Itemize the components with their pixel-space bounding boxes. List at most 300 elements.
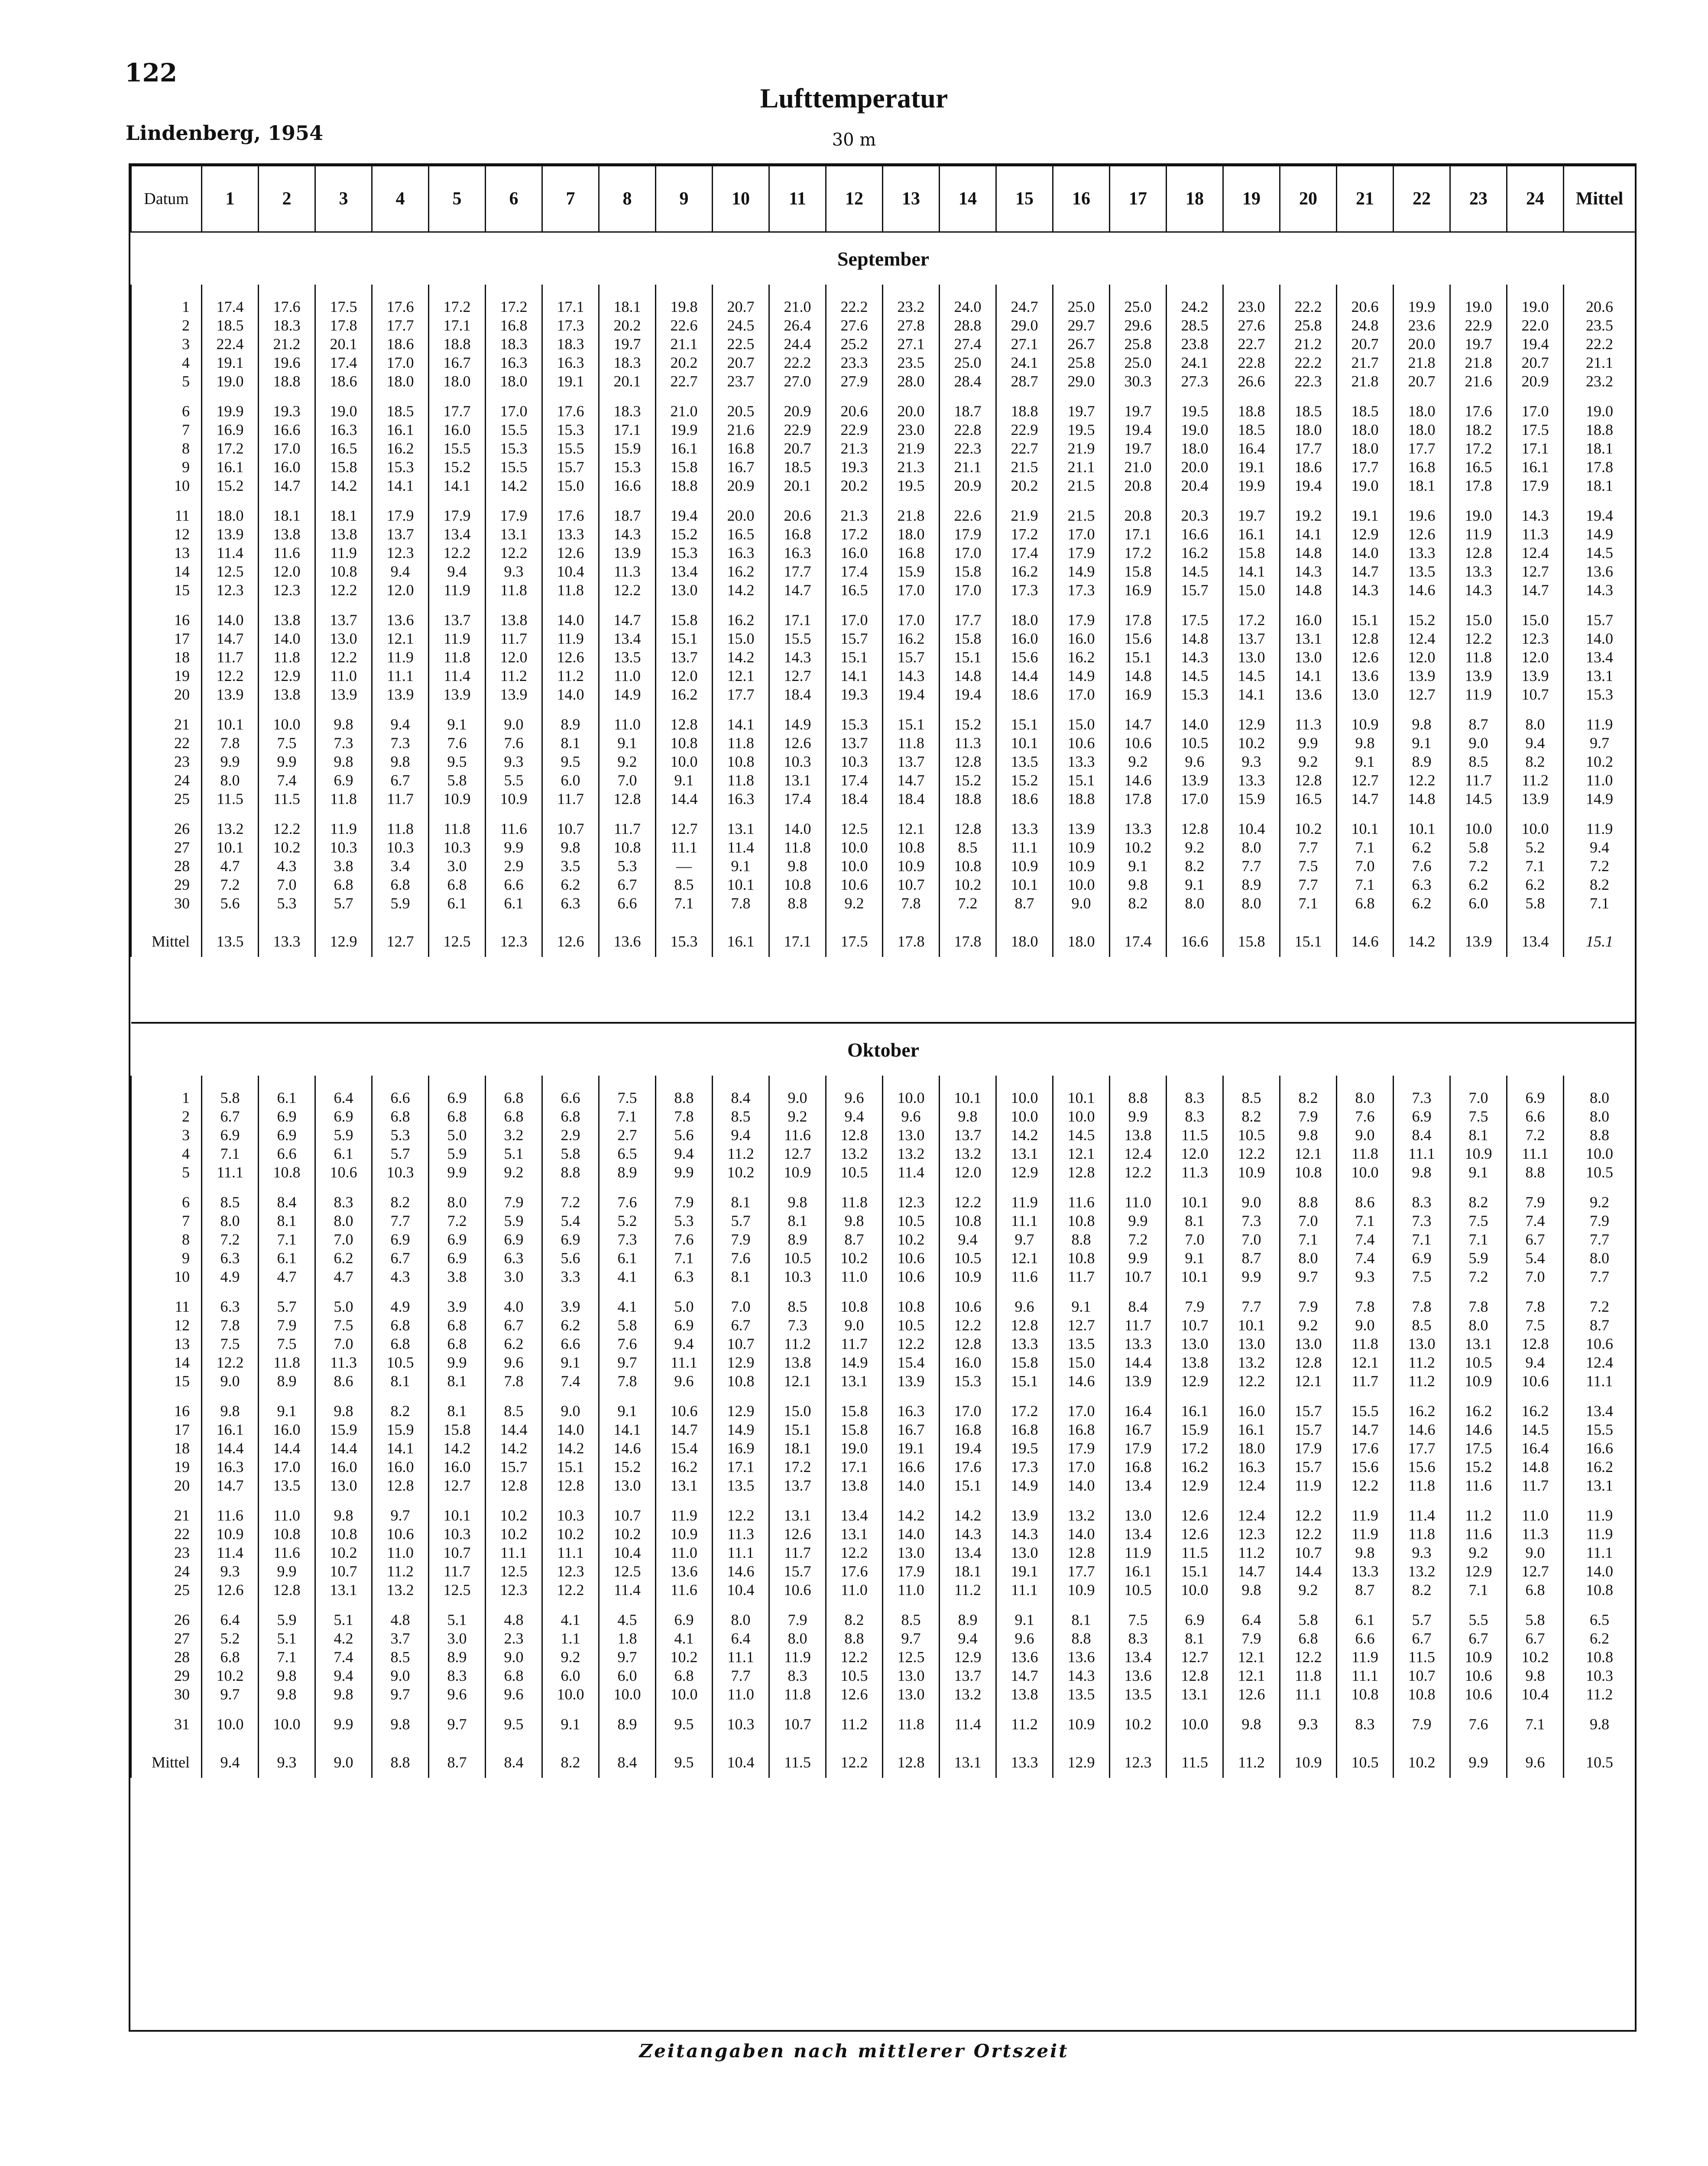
day-cell: 20 (131, 1476, 202, 1495)
value-cell: 9.8 (1394, 715, 1450, 734)
value-cell: 6.8 (429, 1335, 486, 1353)
value-cell: 17.0 (1053, 1458, 1110, 1476)
value-cell: 14.4 (486, 1420, 542, 1439)
value-cell: 14.3 (1053, 1667, 1110, 1685)
value-cell: 9.8 (1507, 1667, 1564, 1685)
value-cell: 10.8 (883, 838, 940, 857)
value-cell: 10.8 (883, 1297, 940, 1316)
value-cell: 21.1 (940, 458, 996, 477)
value-cell: 7.1 (259, 1230, 315, 1249)
value-cell: 12.9 (996, 1163, 1053, 1182)
daily-mean-cell: 20.6 (1564, 298, 1636, 316)
value-cell: 22.9 (1450, 316, 1507, 335)
value-cell: 10.7 (429, 1543, 486, 1562)
table-row (131, 525, 1636, 544)
value-cell: 9.0 (769, 1089, 826, 1107)
value-cell: 12.0 (1394, 648, 1450, 667)
value-cell: 10.8 (1337, 1685, 1394, 1704)
value-cell: 8.0 (1167, 894, 1223, 913)
value-cell: 8.5 (713, 1107, 769, 1126)
value-cell: 16.1 (202, 458, 259, 477)
mean-cell: 13.5 (202, 926, 259, 957)
value-cell: 13.5 (1053, 1335, 1110, 1353)
day-cell: 22 (131, 734, 202, 752)
value-cell: 8.6 (1337, 1193, 1394, 1212)
mean-cell: 16.1 (713, 926, 769, 957)
value-cell: 20.2 (656, 353, 713, 372)
value-cell: 3.2 (486, 1126, 542, 1145)
value-cell: 21.8 (1394, 353, 1450, 372)
value-cell: 22.2 (826, 298, 883, 316)
value-cell: 9.6 (1167, 752, 1223, 771)
value-cell: 14.8 (1394, 790, 1450, 808)
value-cell: 7.8 (713, 894, 769, 913)
table-row (131, 544, 1636, 562)
value-cell: 20.8 (1110, 477, 1167, 495)
value-cell: 15.9 (599, 439, 656, 458)
value-cell: 18.8 (429, 335, 486, 353)
value-cell: 16.1 (1507, 458, 1564, 477)
value-cell: 10.9 (940, 1268, 996, 1286)
mean-cell: 10.5 (1564, 1747, 1636, 1778)
value-cell: 9.0 (826, 1316, 883, 1335)
value-cell: 15.6 (1110, 629, 1167, 648)
value-cell: 12.2 (940, 1193, 996, 1212)
value-cell: 9.9 (656, 1163, 713, 1182)
day-cell: 13 (131, 1335, 202, 1353)
mean-cell: 9.5 (656, 1747, 713, 1778)
value-cell: 7.5 (315, 1316, 372, 1335)
value-cell: 14.7 (1337, 790, 1394, 808)
value-cell: 25.2 (826, 335, 883, 353)
value-cell: 7.2 (542, 1193, 599, 1212)
value-cell: 13.1 (826, 1525, 883, 1543)
value-cell: 12.3 (202, 581, 259, 600)
day-cell: 12 (131, 1316, 202, 1335)
value-cell: 23.2 (883, 298, 940, 316)
value-cell: 12.3 (372, 544, 429, 562)
mean-cell: 9.3 (259, 1747, 315, 1778)
table-row (131, 1562, 1636, 1581)
value-cell: 17.8 (1110, 790, 1167, 808)
value-cell: 16.4 (1507, 1439, 1564, 1458)
value-cell: 11.1 (713, 1648, 769, 1667)
table-row (131, 1212, 1636, 1230)
value-cell: 9.4 (940, 1629, 996, 1648)
value-cell: 16.7 (883, 1420, 940, 1439)
value-cell: 17.4 (202, 298, 259, 316)
value-cell: 6.9 (542, 1230, 599, 1249)
value-cell: 20.7 (713, 298, 769, 316)
value-cell: 15.3 (1167, 685, 1223, 704)
value-cell: 15.7 (486, 1458, 542, 1476)
column-header-hour: 11 (769, 166, 826, 232)
daily-mean-cell: 8.8 (1564, 1126, 1636, 1145)
value-cell: 7.8 (1337, 1297, 1394, 1316)
value-cell: 8.2 (1280, 1089, 1337, 1107)
value-cell: 9.3 (486, 752, 542, 771)
value-cell: 13.4 (599, 629, 656, 648)
value-cell: 18.3 (599, 353, 656, 372)
daily-mean-cell: 7.1 (1564, 894, 1636, 913)
value-cell: 11.2 (1394, 1372, 1450, 1391)
value-cell: 9.7 (1280, 1268, 1337, 1286)
value-cell: 8.7 (1337, 1581, 1394, 1599)
value-cell: 9.5 (656, 1715, 713, 1734)
value-cell: 12.8 (1167, 820, 1223, 838)
value-cell: 7.5 (202, 1335, 259, 1353)
value-cell: 8.1 (259, 1212, 315, 1230)
value-cell: 10.7 (883, 875, 940, 894)
day-cell: 18 (131, 1439, 202, 1458)
value-cell: 18.4 (769, 685, 826, 704)
value-cell: 13.8 (996, 1685, 1053, 1704)
mean-cell: 10.9 (1280, 1747, 1337, 1778)
value-cell: 14.4 (259, 1439, 315, 1458)
temperature-table (130, 165, 1636, 1778)
value-cell: 11.8 (1337, 1335, 1394, 1353)
value-cell: 10.5 (883, 1212, 940, 1230)
value-cell: 9.1 (1053, 1297, 1110, 1316)
value-cell: 7.9 (259, 1316, 315, 1335)
value-cell: 10.5 (372, 1353, 429, 1372)
value-cell: 10.2 (713, 1163, 769, 1182)
value-cell: 9.4 (826, 1107, 883, 1126)
value-cell: 16.7 (429, 353, 486, 372)
value-cell: 22.3 (940, 439, 996, 458)
value-cell: 19.4 (940, 1439, 996, 1458)
value-cell: 10.1 (1337, 820, 1394, 838)
value-cell: 17.9 (1280, 1439, 1337, 1458)
value-cell: 13.1 (826, 1372, 883, 1391)
mean-cell: 18.0 (1053, 926, 1110, 957)
value-cell: 11.4 (202, 544, 259, 562)
value-cell: 12.8 (372, 1476, 429, 1495)
value-cell: 15.2 (599, 1458, 656, 1476)
value-cell: 12.0 (259, 562, 315, 581)
value-cell: 13.6 (1280, 685, 1337, 704)
value-cell: 11.2 (486, 667, 542, 685)
value-cell: 18.0 (996, 611, 1053, 629)
mean-cell: 9.6 (1507, 1747, 1564, 1778)
value-cell: 6.8 (486, 1089, 542, 1107)
value-cell: 9.2 (1280, 752, 1337, 771)
value-cell: 16.2 (713, 611, 769, 629)
value-cell: 14.8 (1110, 667, 1167, 685)
value-cell: 12.6 (769, 734, 826, 752)
value-cell: 15.1 (996, 1372, 1053, 1391)
value-cell: 14.1 (372, 477, 429, 495)
value-cell: 7.6 (429, 734, 486, 752)
value-cell: 11.7 (429, 1562, 486, 1581)
value-cell: 6.9 (1394, 1249, 1450, 1268)
value-cell: 22.7 (996, 439, 1053, 458)
value-cell: 17.7 (372, 316, 429, 335)
value-cell: 11.2 (826, 1715, 883, 1734)
value-cell: 7.3 (315, 734, 372, 752)
value-cell: 10.2 (883, 1230, 940, 1249)
value-cell: 5.0 (656, 1297, 713, 1316)
value-cell: 15.1 (883, 715, 940, 734)
value-cell: 16.3 (713, 544, 769, 562)
table-row (131, 353, 1636, 372)
group-spacer (131, 1704, 1636, 1715)
value-cell: 10.8 (826, 1297, 883, 1316)
value-cell: 14.4 (202, 1439, 259, 1458)
value-cell: 18.4 (883, 790, 940, 808)
value-cell: 17.7 (713, 685, 769, 704)
value-cell: 13.1 (1450, 1335, 1507, 1353)
value-cell: 10.5 (940, 1249, 996, 1268)
value-cell: 20.7 (1507, 353, 1564, 372)
value-cell: 28.8 (940, 316, 996, 335)
group-spacer (131, 391, 1636, 402)
group-spacer (131, 1286, 1636, 1297)
value-cell: 19.0 (315, 402, 372, 421)
value-cell: 16.0 (429, 1458, 486, 1476)
value-cell: 6.8 (202, 1648, 259, 1667)
value-cell: 12.6 (202, 1581, 259, 1599)
value-cell: 10.4 (1223, 820, 1280, 838)
value-cell: 14.7 (202, 629, 259, 648)
value-cell: 12.2 (940, 1316, 996, 1335)
value-cell: 17.8 (1450, 477, 1507, 495)
value-cell: 10.7 (542, 820, 599, 838)
value-cell: 6.9 (1394, 1107, 1450, 1126)
value-cell: 11.0 (315, 667, 372, 685)
value-cell: 14.3 (1167, 648, 1223, 667)
daily-mean-cell: 9.7 (1564, 734, 1636, 752)
mean-cell: 17.1 (769, 926, 826, 957)
value-cell: 15.8 (826, 1402, 883, 1420)
value-cell: 6.8 (372, 1316, 429, 1335)
value-cell: 11.0 (656, 1543, 713, 1562)
value-cell: 18.7 (599, 506, 656, 525)
value-cell: 5.1 (259, 1629, 315, 1648)
value-cell: 12.8 (599, 790, 656, 808)
value-cell: 14.2 (713, 581, 769, 600)
value-cell: 17.6 (1337, 1439, 1394, 1458)
value-cell: 9.4 (1507, 1353, 1564, 1372)
value-cell: 7.8 (202, 1316, 259, 1335)
value-cell: 14.9 (599, 685, 656, 704)
value-cell: 15.3 (826, 715, 883, 734)
value-cell: 13.6 (372, 611, 429, 629)
value-cell: 20.0 (713, 506, 769, 525)
value-cell: 8.8 (1053, 1230, 1110, 1249)
daily-mean-cell: 9.2 (1564, 1193, 1636, 1212)
mean-cell: 9.4 (202, 1747, 259, 1778)
value-cell: 7.4 (542, 1372, 599, 1391)
value-cell: 11.1 (1507, 1145, 1564, 1163)
value-cell: 13.9 (599, 544, 656, 562)
value-cell: 16.0 (259, 458, 315, 477)
value-cell: 14.7 (996, 1667, 1053, 1685)
value-cell: 16.3 (713, 790, 769, 808)
value-cell: 15.9 (372, 1420, 429, 1439)
day-cell: 30 (131, 894, 202, 913)
value-cell: 10.1 (202, 715, 259, 734)
value-cell: 11.6 (1053, 1193, 1110, 1212)
value-cell: 23.0 (883, 421, 940, 439)
value-cell: 19.1 (1337, 506, 1394, 525)
value-cell: 17.1 (1507, 439, 1564, 458)
value-cell: 14.7 (883, 771, 940, 790)
value-cell: 3.9 (542, 1297, 599, 1316)
mean-cell: 15.1 (1564, 926, 1636, 957)
value-cell: 10.6 (883, 1268, 940, 1286)
value-cell: 17.9 (429, 506, 486, 525)
mean-cell: 11.5 (769, 1747, 826, 1778)
value-cell: 11.4 (202, 1543, 259, 1562)
value-cell: 13.9 (1507, 667, 1564, 685)
value-cell: 18.1 (1394, 477, 1450, 495)
value-cell: 9.7 (429, 1715, 486, 1734)
value-cell: 16.5 (826, 581, 883, 600)
value-cell: 16.0 (1053, 629, 1110, 648)
value-cell: 8.9 (599, 1163, 656, 1182)
value-cell: 13.9 (1394, 667, 1450, 685)
value-cell: 16.6 (1167, 525, 1223, 544)
value-cell: 21.5 (1053, 506, 1110, 525)
value-cell: 15.2 (1450, 1458, 1507, 1476)
value-cell: 11.6 (1450, 1476, 1507, 1495)
value-cell: 11.0 (826, 1268, 883, 1286)
value-cell: 12.2 (542, 1581, 599, 1599)
value-cell: 22.0 (1507, 316, 1564, 335)
value-cell: 21.9 (1053, 439, 1110, 458)
value-cell: 18.5 (202, 316, 259, 335)
value-cell: 7.5 (1507, 1316, 1564, 1335)
value-cell: 11.9 (656, 1506, 713, 1525)
value-cell: 14.3 (1280, 562, 1337, 581)
value-cell: 15.3 (542, 421, 599, 439)
value-cell: 10.8 (1394, 1685, 1450, 1704)
table-row (131, 1648, 1636, 1667)
value-cell: 21.3 (826, 439, 883, 458)
value-cell: 13.1 (656, 1476, 713, 1495)
table-row (131, 1543, 1636, 1562)
value-cell: 15.4 (656, 1439, 713, 1458)
value-cell: 15.5 (769, 629, 826, 648)
value-cell: 5.2 (202, 1629, 259, 1648)
value-cell: 7.1 (1507, 1715, 1564, 1734)
daily-mean-cell: 8.0 (1564, 1107, 1636, 1126)
value-cell: 20.2 (826, 477, 883, 495)
value-cell: 4.5 (599, 1611, 656, 1629)
value-cell: 16.0 (372, 1458, 429, 1476)
value-cell: 12.8 (656, 715, 713, 734)
table-row (131, 1145, 1636, 1163)
value-cell: 11.7 (1337, 1372, 1394, 1391)
value-cell: 13.9 (1450, 667, 1507, 685)
value-cell: 17.9 (1110, 1439, 1167, 1458)
value-cell: 10.9 (202, 1525, 259, 1543)
value-cell: 16.3 (202, 1458, 259, 1476)
value-cell: 15.1 (996, 715, 1053, 734)
value-cell: 12.9 (1167, 1372, 1223, 1391)
value-cell: 18.0 (883, 525, 940, 544)
value-cell: 10.6 (1053, 734, 1110, 752)
table-row (131, 820, 1636, 838)
value-cell: 9.9 (1110, 1107, 1167, 1126)
value-cell: 10.9 (656, 1525, 713, 1543)
mean-cell: 13.3 (259, 926, 315, 957)
value-cell: 13.2 (202, 820, 259, 838)
value-cell: 9.8 (315, 1402, 372, 1420)
value-cell: 17.3 (996, 1458, 1053, 1476)
value-cell: 7.1 (1337, 875, 1394, 894)
value-cell: 12.3 (259, 581, 315, 600)
value-cell: 9.1 (1110, 857, 1167, 875)
value-cell: 14.7 (259, 477, 315, 495)
table-row (131, 316, 1636, 335)
value-cell: 8.1 (372, 1372, 429, 1391)
value-cell: 8.9 (769, 1230, 826, 1249)
value-cell: 19.7 (1110, 402, 1167, 421)
value-cell: 12.6 (769, 1525, 826, 1543)
table-row (131, 372, 1636, 391)
value-cell: 6.9 (315, 1107, 372, 1126)
value-cell: 13.5 (996, 752, 1053, 771)
value-cell: 18.8 (940, 790, 996, 808)
value-cell: 11.7 (1053, 1268, 1110, 1286)
value-cell: 14.2 (486, 1439, 542, 1458)
value-cell: 17.7 (1337, 458, 1394, 477)
value-cell: 6.7 (372, 1249, 429, 1268)
value-cell: 11.9 (1450, 685, 1507, 704)
value-cell: 20.8 (1110, 506, 1167, 525)
column-header-hour: 4 (372, 166, 429, 232)
value-cell: 11.8 (372, 820, 429, 838)
value-cell: 12.9 (713, 1402, 769, 1420)
value-cell: 17.1 (769, 611, 826, 629)
value-cell: 12.2 (1223, 1372, 1280, 1391)
value-cell: 14.5 (1167, 562, 1223, 581)
value-cell: 28.5 (1167, 316, 1223, 335)
value-cell: 13.0 (883, 1685, 940, 1704)
value-cell: 12.7 (1394, 685, 1450, 704)
value-cell: 29.6 (1110, 316, 1167, 335)
value-cell: 10.0 (1450, 820, 1507, 838)
table-row (131, 1353, 1636, 1372)
value-cell: 10.6 (372, 1525, 429, 1543)
table-row (131, 335, 1636, 353)
value-cell: 14.8 (1507, 1458, 1564, 1476)
value-cell: 8.5 (769, 1297, 826, 1316)
value-cell: 10.0 (1053, 875, 1110, 894)
value-cell: 2.7 (599, 1126, 656, 1145)
table-row (131, 790, 1636, 808)
month-header-row (131, 232, 1636, 285)
value-cell: 9.1 (1394, 734, 1450, 752)
value-cell: 6.4 (713, 1629, 769, 1648)
column-header-hour: 20 (1280, 166, 1337, 232)
day-cell: 24 (131, 771, 202, 790)
value-cell: 13.9 (1507, 790, 1564, 808)
value-cell: 11.5 (259, 790, 315, 808)
value-cell: 7.1 (1280, 894, 1337, 913)
value-cell: 10.4 (542, 562, 599, 581)
mean-cell: 9.9 (1450, 1747, 1507, 1778)
value-cell: 11.3 (713, 1525, 769, 1543)
value-cell: 12.7 (769, 1145, 826, 1163)
mean-cell: 17.5 (826, 926, 883, 957)
value-cell: 9.7 (372, 1685, 429, 1704)
value-cell: 7.8 (599, 1372, 656, 1391)
value-cell: 7.4 (259, 771, 315, 790)
value-cell: 15.7 (1280, 1458, 1337, 1476)
